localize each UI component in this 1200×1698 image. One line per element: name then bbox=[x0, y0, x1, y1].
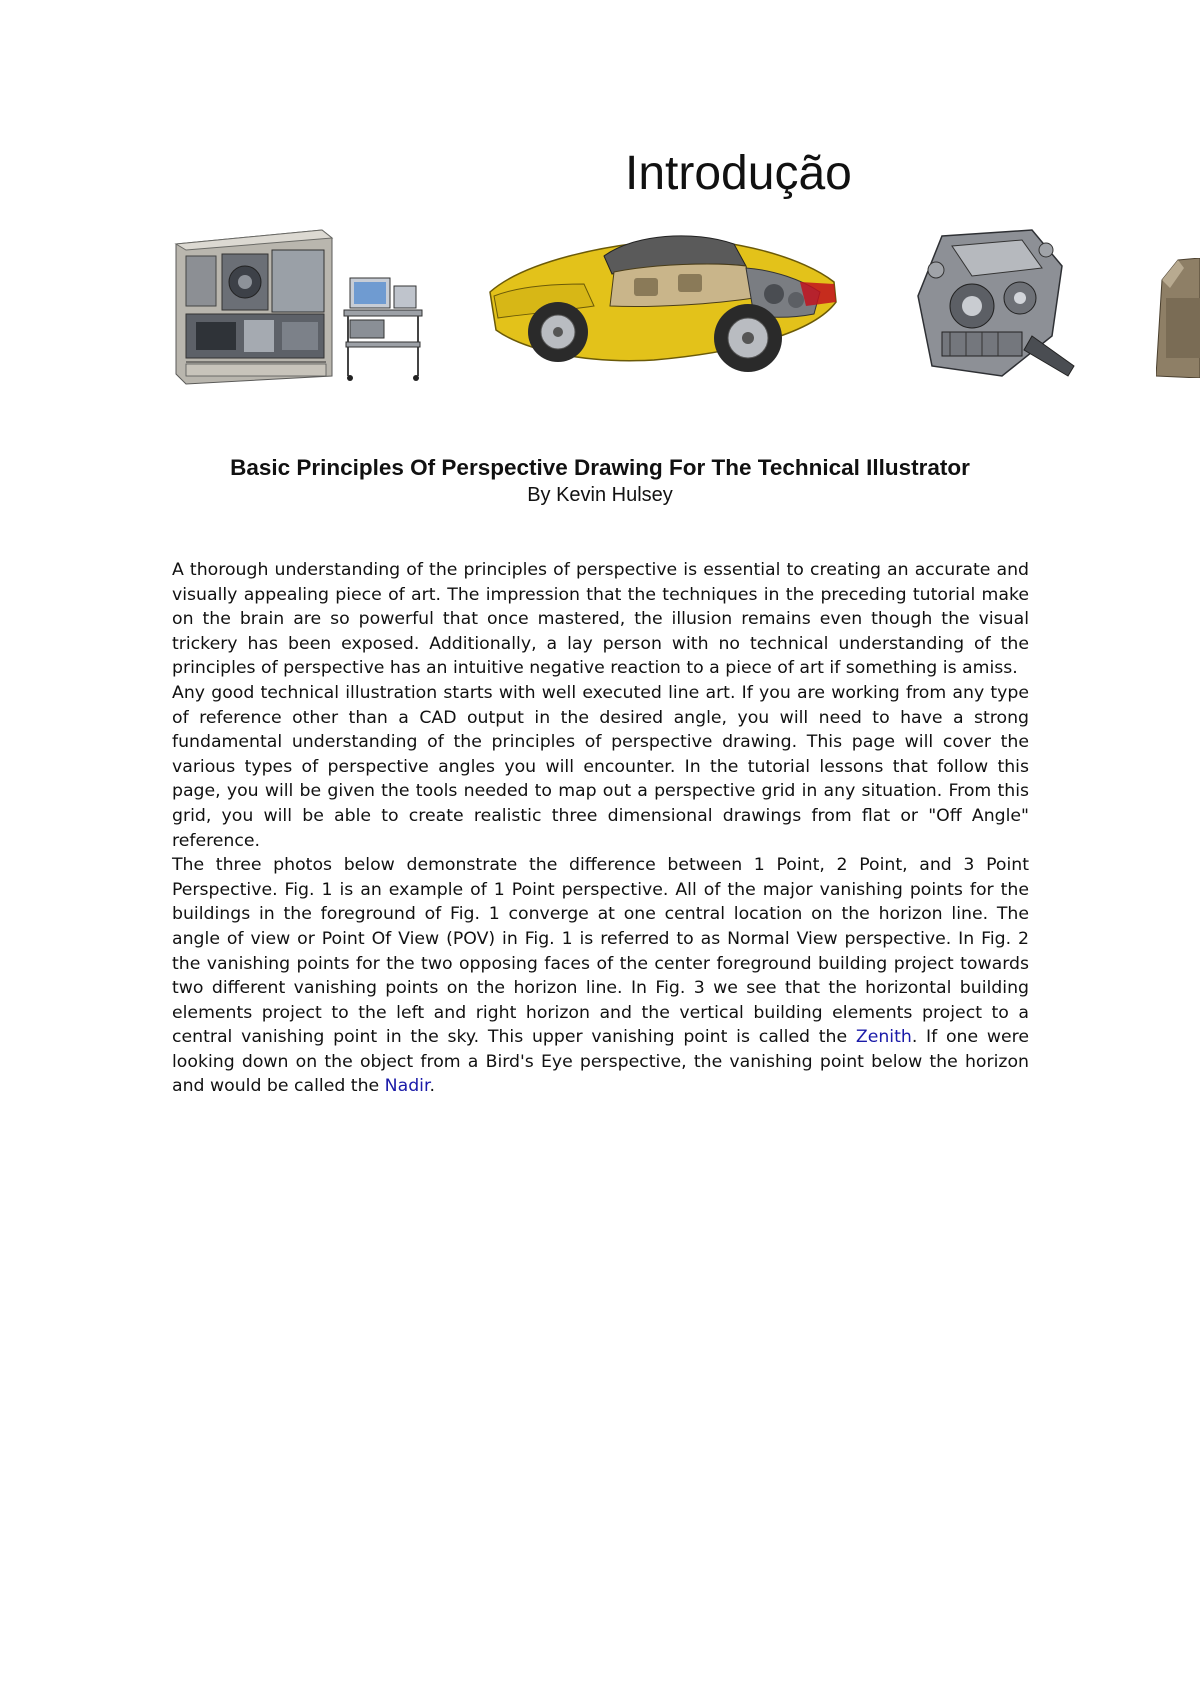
paragraph-text: . If one were looking down on the object from a Bird's Eye perspective, the vanishing point below the horizon and would be called the bbox=[172, 1027, 1029, 1097]
paragraph-text: The three photos below demonstrate the difference between 1 Point, 2 Point, and 3 Point Perspective. Fig. 1 is an example of 1 Point perspective. All of the major vanishing points for the buildings in the foreground of Fig. 1 converge at one central location on the horizon line. The angle of view or Point Of View (POV) in Fig. 1 is referred to as Normal View perspective. In Fig. 2 the vanishing points for the two opposing faces of the center foreground building project towards two different vanishing points on the horizon line. In Fig. 3 we see that the horizontal building elements project to the left and right horizon and the vertical building elements project to a central vanishing point in the sky. This upper vanishing point is called the bbox=[172, 855, 1029, 1048]
zenith-link[interactable]: Zenith bbox=[855, 1027, 912, 1048]
cropped-object-illustration bbox=[1156, 258, 1200, 378]
article-title: Basic Principles Of Perspective Drawing For The Technical Illustrator bbox=[230, 455, 970, 480]
paragraph: A thorough understanding of the principles of perspective is essential to creating an accurate and visually appealing piece of art. The impression that the techniques in the preceding tutorial make on the brain are so powerful that once mastered, the illusion remains even though the visual trickery has been exposed. Additionally, a lay person with no technical understanding of the principles of perspective has an intuitive negative reaction to a piece of art if something is amiss. bbox=[172, 560, 1029, 679]
engine-cutaway-illustration bbox=[912, 226, 1082, 384]
nadir-link[interactable]: Nadir bbox=[384, 1076, 430, 1097]
paragraph-text: . bbox=[429, 1076, 435, 1097]
article-byline: By Kevin Hulsey bbox=[527, 484, 673, 506]
article-body bbox=[172, 558, 1029, 1099]
page-title: Introdução bbox=[625, 147, 852, 200]
paragraph bbox=[172, 853, 1029, 1099]
machine-cutaway-illustration bbox=[172, 226, 424, 386]
car-cutaway-illustration bbox=[484, 222, 840, 382]
paragraph: Any good technical illustration starts with well executed line art. If you are working from any type of reference other than a CAD output in the desired angle, you will need to have a strong fundamental understanding of the principles of perspective drawing. This page will cover the various types of perspective angles you will encounter. In the tutorial lessons that follow this page, you will be given the tools needed to map out a perspective grid in any situation. From this grid, you will be able to create realistic three dimensional drawings from flat or "Off Angle" reference. bbox=[172, 682, 1029, 851]
